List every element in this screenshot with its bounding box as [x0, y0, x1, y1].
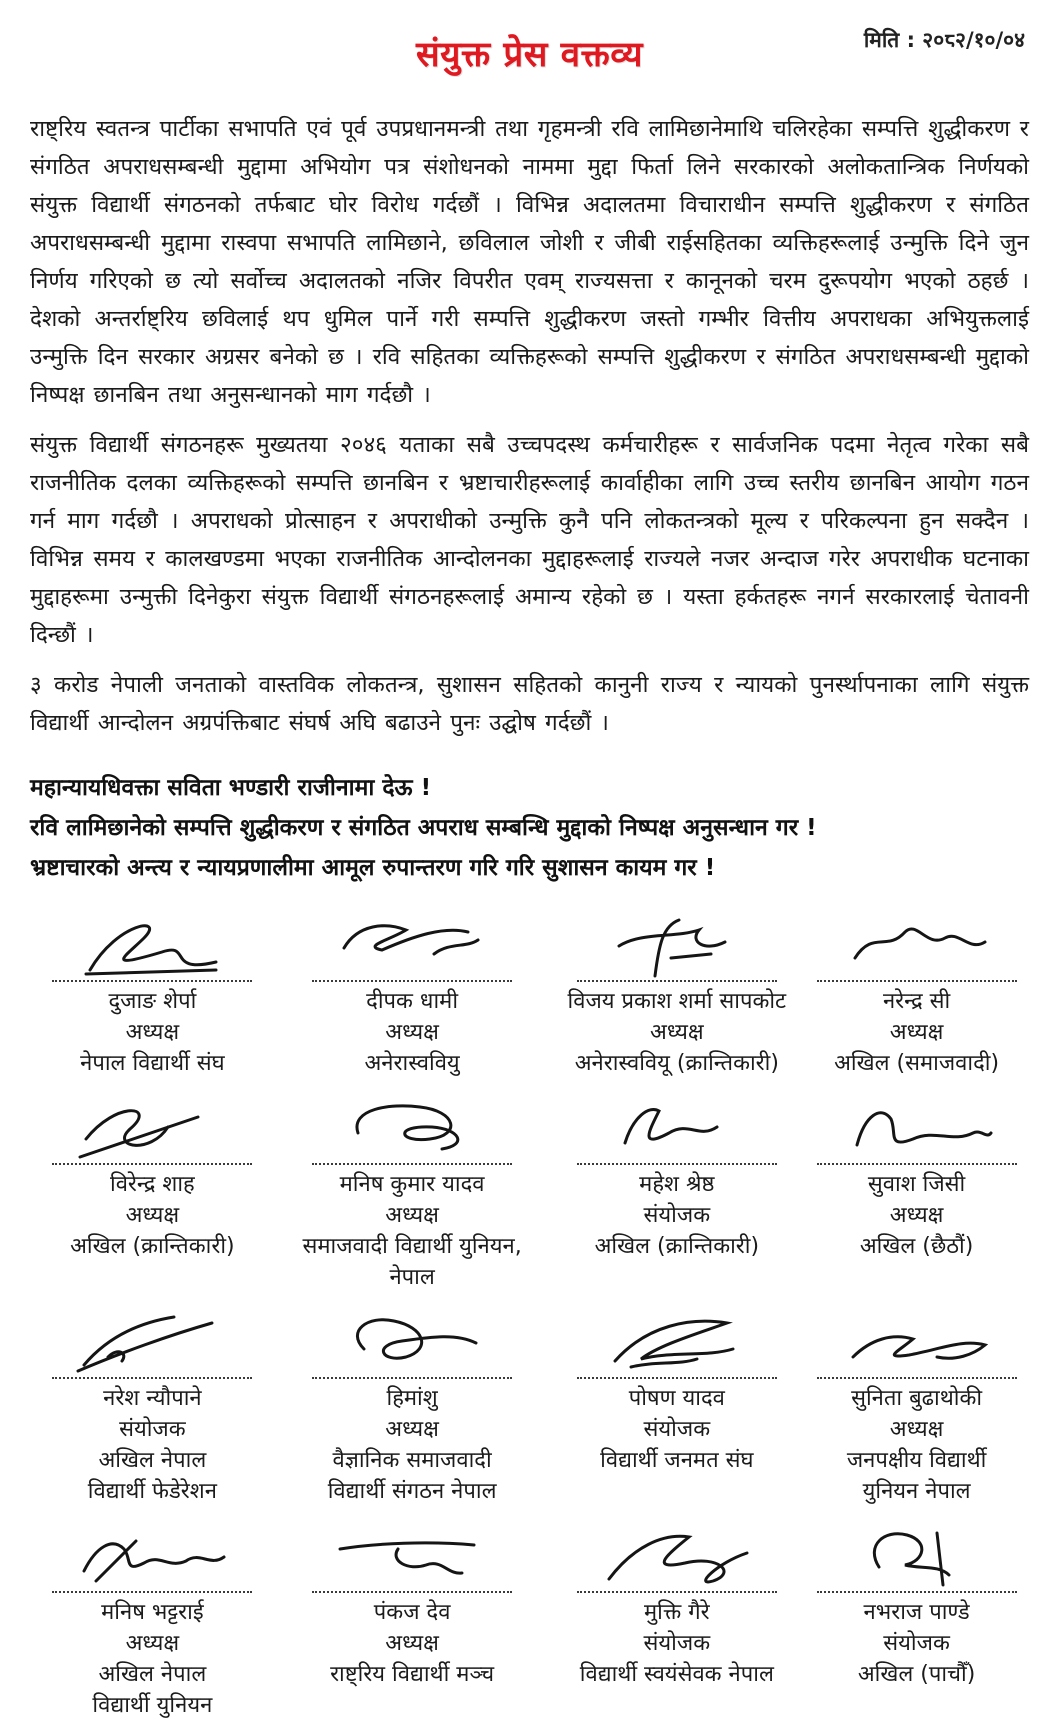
- signer-organization: विद्यार्थी जनमत संघ: [600, 1448, 754, 1473]
- paragraph: संयुक्त विद्यार्थी संगठनहरू मुख्यतया २०४६ यताका सबै उच्चपदस्थ कर्मचारीहरू र सार्वजनिक पदमा नेतृत्व गरेका सबै राजनीतिक दलका व्यक्तिहरूको सम्पत्ति छानबिन र भ्रष्टाचारीहरूलाई कार्वाहीका लागि उच्च स्तरीय छानबिन आयोग गठन गर्न माग गर्दछौ । अपराधको प्रोत्साहन र अपराधीको उन्मुक्ति कुनै पनि लोकतन्त्रको मूल्य र परिकल्पना हुन सक्दैन । विभिन्न समय र कालखण्डमा भएका राजनीतिक आन्दोलनका मुद्दाहरूलाई राज्यले नजर अन्दाज गरेर अपराधीक घटनाका मुद्दाहरूमा उन्मुक्ती दिनेकुरा संयुक्त विद्यार्थी संगठनहरूलाई अमान्य रहेको छ । यस्ता हर्कतहरू नगर्न सरकारलाई चेतावनी दिन्छौं ।: [30, 432, 1029, 648]
- signature-icon: [817, 1303, 1017, 1379]
- signer-organization: राष्ट्रिय विद्यार्थी मञ्च: [330, 1662, 495, 1687]
- signer-cell: [549, 1303, 804, 1507]
- signer-name: पंकज देव: [373, 1600, 451, 1625]
- signature-icon: [577, 1089, 777, 1165]
- signer-name: दुजाङ शेर्पा: [108, 989, 197, 1014]
- signer-organization: अखिल (क्रान्तिकारी): [594, 1234, 760, 1259]
- signer-name: मनिष कुमार यादव: [339, 1172, 485, 1197]
- slogan-line: भ्रष्टाचारको अन्त्य र न्यायप्रणालीमा आमूल रुपान्तरण गरि गरि सुशासन कायम गर !: [30, 855, 716, 881]
- signature-icon: [817, 1517, 1017, 1593]
- signer-role: संयोजक: [883, 1631, 950, 1656]
- signer-cell: [30, 1089, 275, 1293]
- signer-cell: [804, 906, 1029, 1079]
- signer-cell: [549, 906, 804, 1079]
- signer-name: नभराज पाण्डे: [863, 1600, 970, 1625]
- signer-role: संयोजक: [643, 1417, 711, 1442]
- signer-organization: विद्यार्थी स्वयंसेवक नेपाल: [579, 1662, 774, 1687]
- signer-name: हिमांशु: [386, 1386, 438, 1411]
- signer-cell: [275, 1303, 550, 1507]
- signature-icon: [577, 1303, 777, 1379]
- signer-name: विरेन्द्र शाह: [110, 1172, 195, 1197]
- signer-cell: [275, 1517, 550, 1721]
- signer-cell: [549, 1089, 804, 1293]
- signer-role: अध्यक्ष: [385, 1417, 439, 1442]
- signer-cell: [804, 1303, 1029, 1507]
- signer-role: अध्यक्ष: [650, 1020, 704, 1045]
- signer-role: अध्यक्ष: [125, 1020, 180, 1045]
- signer-role: अध्यक्ष: [125, 1631, 180, 1656]
- signer-cell: [275, 1089, 550, 1293]
- signature-icon: [52, 1303, 252, 1379]
- signer-organization: अखिल नेपाल: [98, 1448, 207, 1473]
- signer-name: सुवाश जिसी: [867, 1172, 966, 1197]
- signer-role: अध्यक्ष: [889, 1020, 944, 1045]
- signature-icon: [817, 1089, 1017, 1165]
- signature-icon: [52, 906, 252, 982]
- signer-cell: [804, 1089, 1029, 1293]
- signer-name: सुनिता बुढाथोकी: [851, 1386, 983, 1411]
- signer-name: विजय प्रकाश शर्मा सापकोट: [567, 989, 787, 1014]
- signer-organization: समाजवादी विद्यार्थी युनियन, नेपाल: [302, 1234, 522, 1290]
- signer-role: संयोजक: [643, 1631, 711, 1656]
- signer-name: पोषण यादव: [628, 1386, 725, 1411]
- slogan-list: [30, 768, 1029, 888]
- signer-role: अध्यक्ष: [889, 1417, 944, 1442]
- signer-organization: जनपक्षीय विद्यार्थी: [846, 1448, 987, 1473]
- statement-body: [30, 110, 1029, 742]
- signer-organization: विद्यार्थी संगठन नेपाल: [327, 1479, 497, 1504]
- signer-role: संयोजक: [643, 1203, 711, 1228]
- signer-role: अध्यक्ष: [385, 1020, 439, 1045]
- signer-name: महेश श्रेष्ठ: [639, 1172, 715, 1197]
- signature-icon: [312, 906, 512, 982]
- signer-organization: युनियन नेपाल: [862, 1479, 971, 1504]
- signer-cell: [30, 1303, 275, 1507]
- document-header: [30, 18, 1029, 92]
- signer-role: संयोजक: [119, 1417, 186, 1442]
- slogan-line: रवि लामिछानेको सम्पत्ति शुद्धीकरण र संगठित अपराध सम्बन्धि मुद्दाको निष्पक्ष अनुसन्धान गर !: [30, 815, 817, 841]
- document-date: मिति : २०८२/१०/०४: [863, 28, 1025, 52]
- paragraph: राष्ट्रिय स्वतन्त्र पार्टीका सभापति एवं पूर्व उपप्रधानमन्त्री तथा गृहमन्त्री रवि लामिछानेमाथि चलिरहेका सम्पत्ति शुद्धीकरण र संगठित अपराधसम्बन्धी मुद्दामा अभियोग पत्र संशोधनको नाममा मुद्दा फिर्ता लिने सरकारको अलोकतान्त्रिक निर्णयको संयुक्त विद्यार्थी संगठनको तर्फबाट घोर विरोध गर्दछौं । विभिन्न अदालतमा विचाराधीन सम्पत्ति शुद्धीकरण र संगठित अपराधसम्बन्धी मुद्दामा रास्वपा सभापति लामिछाने, छविलाल जोशी र जीबी राईसहितका व्यक्तिहरूलाई उन्मुक्ति दिने जुन निर्णय गरिएको छ त्यो सर्वोच्च अदालतको नजिर विपरीत एवम् राज्यसत्ता र कानूनको चरम दुरूपयोग भएको ठहर्छ । देशको अन्तर्राष्ट्रिय छविलाई थप धुमिल पार्ने गरी सम्पत्ति शुद्धीकरण जस्तो गम्भीर वित्तीय अपराधका अभियुक्तलाई उन्मुक्ति दिन सरकार अग्रसर बनेको छ । रवि सहितका व्यक्तिहरूको सम्पत्ति शुद्धीकरण र संगठित अपराधसम्बन्धी मुद्दाको निष्पक्ष छानबिन तथा अनुसन्धानको माग गर्दछौ ।: [30, 116, 1029, 408]
- signer-organization: अखिल (क्रान्तिकारी): [70, 1234, 235, 1259]
- signer-name: मुक्ति गैरे: [644, 1600, 710, 1625]
- paragraph: ३ करोड नेपाली जनताको वास्तविक लोकतन्त्र, सुशासन सहितको कानुनी राज्य र न्यायको पुनर्स्थापनाका लागि संयुक्त विद्यार्थी आन्दोलन अग्रपंक्तिबाट संघर्ष अघि बढाउने पुनः उद्घोष गर्दछौं ।: [30, 672, 1029, 736]
- signer-cell: [275, 906, 550, 1079]
- signer-cell: [30, 906, 275, 1079]
- signer-organization: विद्यार्थी फेडेरेशन: [87, 1479, 217, 1504]
- signature-icon: [577, 1517, 777, 1593]
- signer-name: मनिष भट्टराई: [101, 1600, 204, 1625]
- page-title: संयुक्त प्रेस वक्तव्य: [415, 35, 644, 75]
- signer-name: दीपक धामी: [366, 989, 459, 1014]
- signer-organization: अखिल नेपाल: [98, 1662, 207, 1687]
- signature-icon: [52, 1089, 252, 1165]
- signer-role: अध्यक्ष: [889, 1203, 944, 1228]
- signature-icon: [312, 1303, 512, 1379]
- signer-role: अध्यक्ष: [125, 1203, 180, 1228]
- signer-role: अध्यक्ष: [385, 1203, 439, 1228]
- signer-organization: अखिल (समाजवादी): [834, 1051, 1000, 1076]
- signer-organization: अखिल (छैठौं): [859, 1234, 974, 1259]
- signer-organization: विद्यार्थी युनियन: [92, 1693, 213, 1718]
- signature-icon: [312, 1089, 512, 1165]
- signer-name: नरेश न्यौपाने: [103, 1386, 202, 1411]
- signer-organization: अनेरास्ववियू (क्रान्तिकारी): [574, 1051, 779, 1076]
- signer-cell: [549, 1517, 804, 1721]
- signer-name: नरेन्द्र सी: [882, 989, 951, 1014]
- signer-organization: अखिल (पाचौँ): [857, 1662, 976, 1687]
- signer-organization: अनेरास्ववियु: [364, 1051, 460, 1076]
- signer-cell: [804, 1517, 1029, 1721]
- signer-cell: [30, 1517, 275, 1721]
- signature-icon: [817, 906, 1017, 982]
- signer-role: अध्यक्ष: [385, 1631, 439, 1656]
- signers-grid: [30, 906, 1029, 1721]
- signer-organization: नेपाल विद्यार्थी संघ: [80, 1051, 225, 1076]
- slogan-line: महान्यायधिवक्ता सविता भण्डारी राजीनामा देऊ !: [30, 775, 432, 801]
- signature-icon: [312, 1517, 512, 1593]
- signature-icon: [577, 906, 777, 982]
- signature-icon: [52, 1517, 252, 1593]
- signer-organization: वैज्ञानिक समाजवादी: [332, 1448, 492, 1473]
